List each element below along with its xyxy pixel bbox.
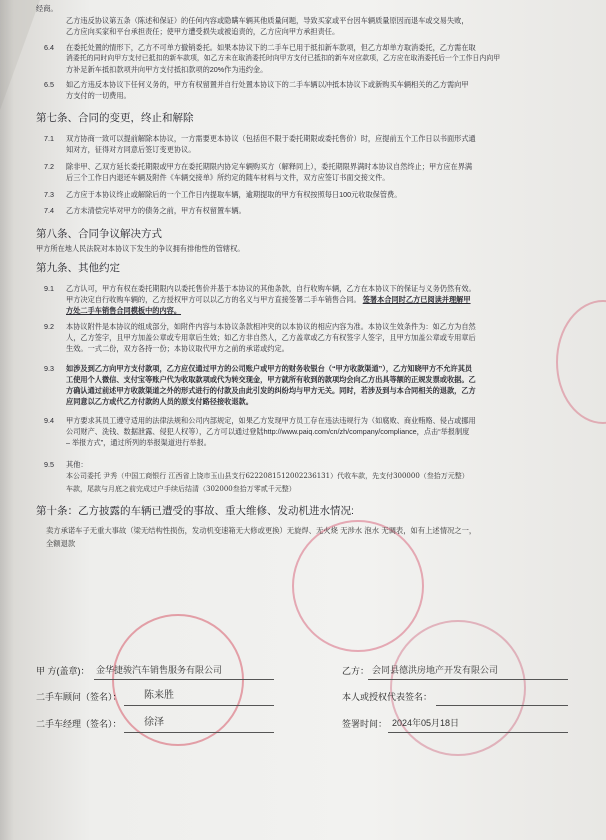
signature-line — [436, 705, 568, 706]
clause-number: 9.3 — [44, 364, 54, 373]
manager-signature: 徐泽 — [144, 717, 164, 728]
clause-text-bold: 方处二手车销售合同模板中的内容。 — [66, 306, 182, 315]
clause-text: – 举报方式”，通过所列的举报渠道进行举报。 — [66, 438, 211, 447]
clause-text: 方补足新车抵扣款项并向甲方支付抵扣款项的20%作为违约金。 — [66, 65, 268, 74]
top-fragment: 经商。 — [36, 4, 58, 13]
signature-line — [94, 679, 274, 680]
clause-text-bold: 如涉及到乙方向甲方支付款项，乙方应仅通过甲方的公司账户或甲方的财务收银台（“甲方收款渠道”），乙方知晓甲方不允许其员 — [66, 364, 473, 373]
clause-text: 乙方违反协议第五条（陈述和保证）的任何内容或隐瞒车辆其他质量问题，导致买家或平台因车辆质量原因而退车或交易失败， — [66, 16, 469, 25]
date-label: 签署时间： — [342, 719, 388, 729]
article-9-heading: 第九条、其他约定 — [36, 262, 120, 274]
handwritten-note: 车款，尾款与月底之前完成过户手续后结清（302000叁拾万零贰千元整） — [66, 485, 296, 493]
company-seal-left — [112, 614, 244, 746]
clause-number: 7.1 — [44, 134, 54, 143]
clause-number: 7.4 — [44, 206, 54, 215]
date-value: 2024年05月18日 — [392, 718, 460, 728]
clause-text-bold: 工使用个人微信、支付宝等账户代为收取款项或代为转交现金，甲方就所有收到的款项均会向乙方出具等额的正规发票或收据。乙 — [66, 375, 476, 384]
agent-label: 本人或授权代表签名： — [342, 692, 433, 702]
handwritten-note: 本公司委托 尹秀（中国工商银行 江西省上饶市玉山县支行622208151200223613​1）代收车款，先支付300000（叁拾万元整） — [66, 472, 469, 480]
clause-text: 知对方，征得对方同意后签订变更协议。 — [66, 145, 196, 154]
clause-text: 甲方要求其员工遵守适用的法律法规和公司内部规定，如果乙方发现甲方员工存在违法违规行为（如腐败、商业贿赂、侵占或挪用 — [66, 416, 476, 425]
clause-text: 人，乙方签字，且甲方加盖公章或专用章后生效；如乙方非自然人，乙方盖章或乙方有权签字人签字，且甲方加盖公章或专用章后 — [66, 333, 476, 342]
clause-number: 7.3 — [44, 190, 54, 199]
clause-number: 9.2 — [44, 322, 54, 331]
article-8-heading: 第八条、合同争议解决方式 — [36, 228, 162, 240]
clause-text: 乙方未清偿完毕对甲方的债务之前，甲方有权留置车辆。 — [66, 206, 246, 215]
signature-line — [124, 732, 274, 733]
clause-text: 甲方决定自行收购车辆的，乙方授权甲方可以以乙方的名义与甲方直接签署二手车销售合同。 — [66, 295, 361, 304]
party-b-label: 乙方： — [342, 666, 370, 676]
consultant-label: 二手车顾问（签名）： — [36, 692, 122, 702]
clause-text-bold: 应同意以乙方或代乙方付款的人员的原支付路径接收退款。 — [66, 397, 253, 406]
seam-seal-edge — [556, 300, 606, 424]
company-seal-center — [292, 520, 424, 652]
clause-number: 9.5 — [44, 460, 54, 469]
clause-text: 乙方应于本协议终止或解除后的一个工作日内提取车辆，逾期提取的甲方有权按照每日100元收取保管费。 — [66, 190, 402, 199]
clause-text: 如乙方违反本协议下任何义务的，甲方有权留置并自行处置本协议下的二手车辆以冲抵本协议下或新购买车辆相关的乙方需向甲 — [66, 80, 469, 89]
clause-text: 乙方认可，甲方有权在委托期限内以委托售价并基于本协议的其他条款，自行收购车辆，乙方在本协议下的保证与义务仍然有效。 — [66, 284, 476, 293]
company-seal-right — [390, 620, 526, 756]
clause-number: 6.5 — [44, 80, 54, 89]
article-10-heading: 第十条：乙方披露的车辆已遭受的事故、重大维修、发动机进水情况: — [36, 505, 354, 517]
clause-text-bold: 方确认通过前述甲方收款渠道之外的形式进行的付款及由此引发的纠纷均与甲方无关。同时，若涉及到与本合同相关的退款，乙方 — [66, 386, 476, 395]
signature-line — [124, 705, 274, 706]
clause-label: 其他： — [66, 460, 88, 469]
manager-label: 二手车经理（签名）： — [36, 719, 122, 729]
clause-number: 9.1 — [44, 284, 54, 293]
page-shadow — [0, 0, 14, 840]
party-a-label: 甲 方(盖章)： — [36, 666, 90, 676]
clause-text: 消委托的同时向甲方支付已抵扣的新车款项，如乙方未在取消委托时向甲方支付已抵扣的新车对应款项，乙方应在取消委托后一个工作日内向甲 — [66, 55, 501, 62]
clause-number: 6.4 — [44, 43, 54, 52]
consultant-signature: 陈来胜 — [144, 690, 174, 701]
clause-text: 双方协商一致可以提前解除本协议，一方需要更本协议（包括但不限于委托期限或委托售价）时，应提前五个工作日以书面形式通 — [66, 134, 476, 143]
signature-line — [388, 732, 568, 733]
clause-number: 9.4 — [44, 416, 54, 425]
clause-text: 本协议附件是本协议的组成部分，如附件内容与本协议条款相冲突的以本协议的相应内容为准。本协议生效条件为：如乙方为自然 — [66, 322, 476, 331]
compliance-link-text[interactable]: 公司财产、洗钱、数据泄露、侵犯人权等），乙方可以通过登陆http://www.paiq.com/cn/zh/company/compliance，点击“举报制度 — [66, 427, 470, 436]
clause-text: 乙方应向买家和平台承担责任；使甲方遭受损失或被追责的，乙方应向甲方承担责任。 — [66, 27, 340, 36]
clause-text: 在委托处置的情形下，乙方不可单方撤销委托。如果本协议下的二手车已用于抵扣新车款项，但乙方却单方取消委托，乙方需在取 — [66, 43, 476, 52]
party-b-value: 会同县德洪房地产开发有限公司 — [372, 665, 499, 675]
clause-number: 7.2 — [44, 162, 54, 171]
party-a-value: 金华捷骏汽车销售服务有限公司 — [96, 665, 223, 675]
clause-text-bold: 签署本合同时乙方已阅读并理解甲 — [362, 295, 471, 304]
article-7-heading: 第七条、合同的变更，终止和解除 — [36, 112, 194, 124]
handwritten-note: 全额退款 — [46, 539, 76, 548]
clause-text: 方支付的一切费用。 — [66, 91, 131, 100]
signature-line — [368, 679, 568, 680]
clause-text: 除非甲、乙双方延长委托期限或甲方在委托期限内协定车辆购买方（解释同上），委托期限界满时本协议自然终止；甲方应在界满 — [66, 162, 473, 171]
handwritten-note: 卖方承诺车子无重大事故（梁无结构性损伤，发动机变速箱无大修或更换）无旋焊、无火烧 无涉水 泡水 无调表，如有上述情况之一， — [46, 526, 477, 535]
clause-text: 甲方所在地人民法院对本协议下发生的争议拥有排他性的管辖权。 — [36, 244, 245, 253]
clause-text: 生效。一式二份，双方各持一份；本协议取代甲方之前的承诺或约定。 — [66, 344, 289, 353]
clause-text: 后三个工作日内退还车辆及附件《车辆交接单》所约定的随车材料与文件，双方应签订书面交接文件。 — [66, 173, 390, 182]
clause-text-row — [66, 295, 471, 304]
